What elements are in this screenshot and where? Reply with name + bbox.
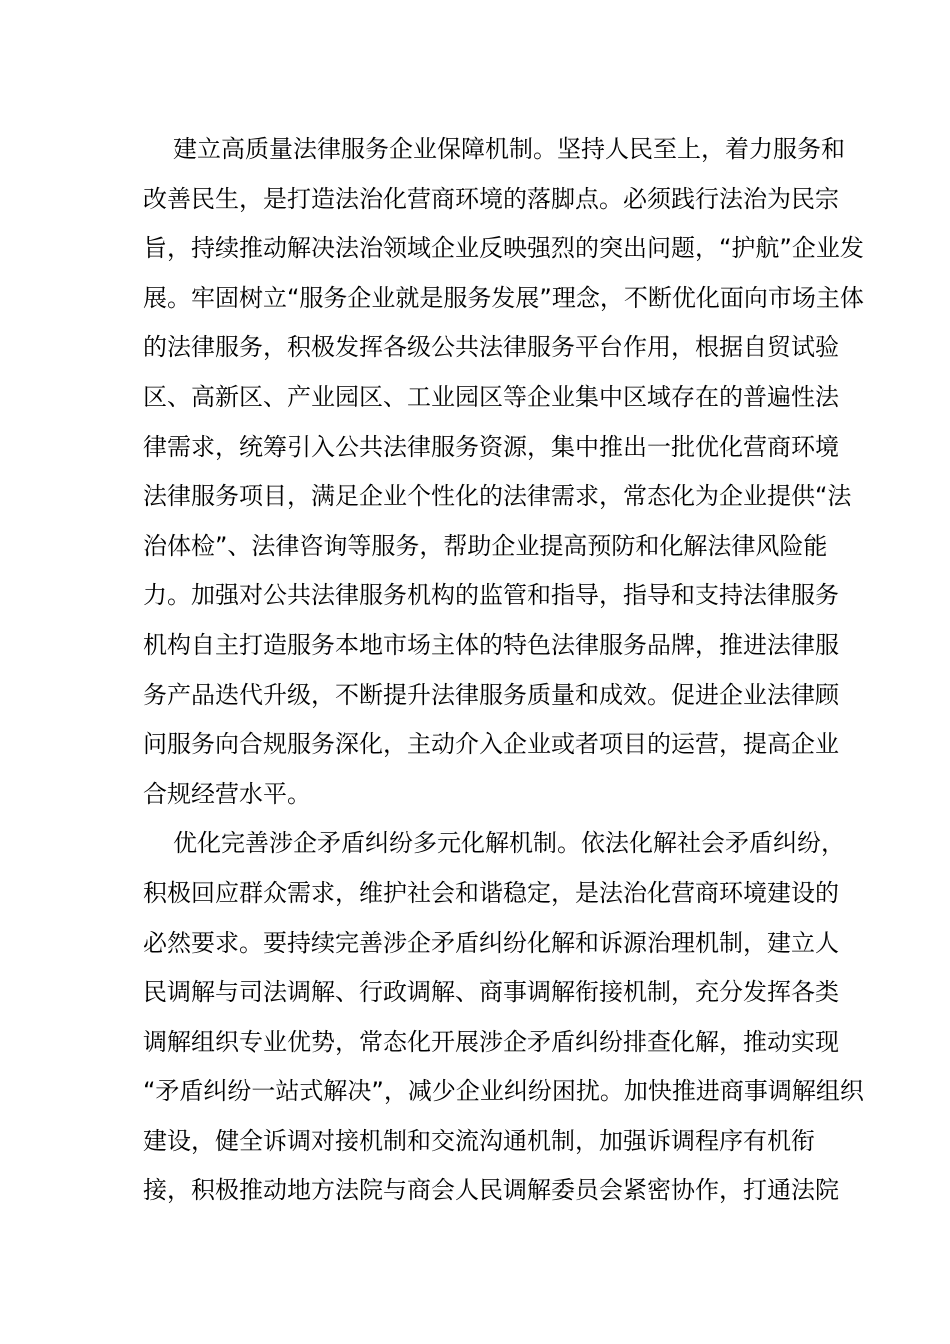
paragraph-1-line-4: 展。牢固树立“服务企业就是服务发展”理念，不断优化面向市场主体 [143,283,864,312]
paragraph-2-line-2: 积极回应群众需求，维护社会和谐稳定，是法治化营商环境建设的 [143,878,839,907]
paragraph-1-line-2: 改善民生，是打造法治化营商环境的落脚点。必须践行法治为民宗 [143,184,839,213]
paragraph-2-line-4: 民调解与司法调解、行政调解、商事调解衔接机制，充分发挥各类 [143,978,839,1007]
paragraph-1-line-13: 问服务向合规服务深化，主动介入企业或者项目的运营，提高企业 [143,730,839,759]
paragraph-2-line-8: 接，积极推动地方法院与商会人民调解委员会紧密协作，打通法院 [143,1176,839,1205]
paragraph-2-line-5: 调解组织专业优势，常态化开展涉企矛盾纠纷排查化解，推动实现 [143,1027,839,1056]
paragraph-1-line-14: 合规经营水平。 [143,779,311,808]
paragraph-1-line-5: 的法律服务，积极发挥各级公共法律服务平台作用，根据自贸试验 [143,333,839,362]
document-body [143,125,864,1216]
paragraph-2-line-6: “矛盾纠纷一站式解决”，减少企业纠纷困扰。加快推进商事调解组织 [143,1077,864,1106]
paragraph-1-line-1: 建立高质量法律服务企业保障机制。坚持人民至上，着力服务和 [173,135,845,163]
paragraph-2-line-1: 优化完善涉企矛盾纠纷多元化解机制。依法化解社会矛盾纠纷， [173,829,845,858]
paragraph-1-line-9: 治体检”、法律咨询等服务，帮助企业提高预防和化解法律风险能 [143,531,828,560]
paragraph-1-line-10: 力。加强对公共法律服务机构的监管和指导，指导和支持法律服务 [143,581,839,610]
paragraph-1-line-11: 机构自主打造服务本地市场主体的特色法律服务品牌，推进法律服 [143,630,839,659]
paragraph-1-line-6: 区、高新区、产业园区、工业园区等企业集中区域存在的普遍性法 [143,382,839,411]
paragraph-1-line-12: 务产品迭代升级，不断提升法律服务质量和成效。促进企业法律顾 [143,680,839,709]
paragraph-2-line-3: 必然要求。要持续完善涉企矛盾纠纷化解和诉源治理机制，建立人 [143,928,839,957]
paragraph-1-line-7: 律需求，统筹引入公共法律服务资源，集中推出一批优化营商环境 [143,432,839,461]
paragraph-1-line-3: 旨，持续推动解决法治领域企业反映强烈的突出问题，“护航”企业发 [143,234,864,263]
paragraph-2-line-7: 建设，健全诉调对接机制和交流沟通机制，加强诉调程序有机衔 [143,1126,815,1155]
paragraph-1-line-8: 法律服务项目，满足企业个性化的法律需求，常态化为企业提供“法 [143,482,852,511]
